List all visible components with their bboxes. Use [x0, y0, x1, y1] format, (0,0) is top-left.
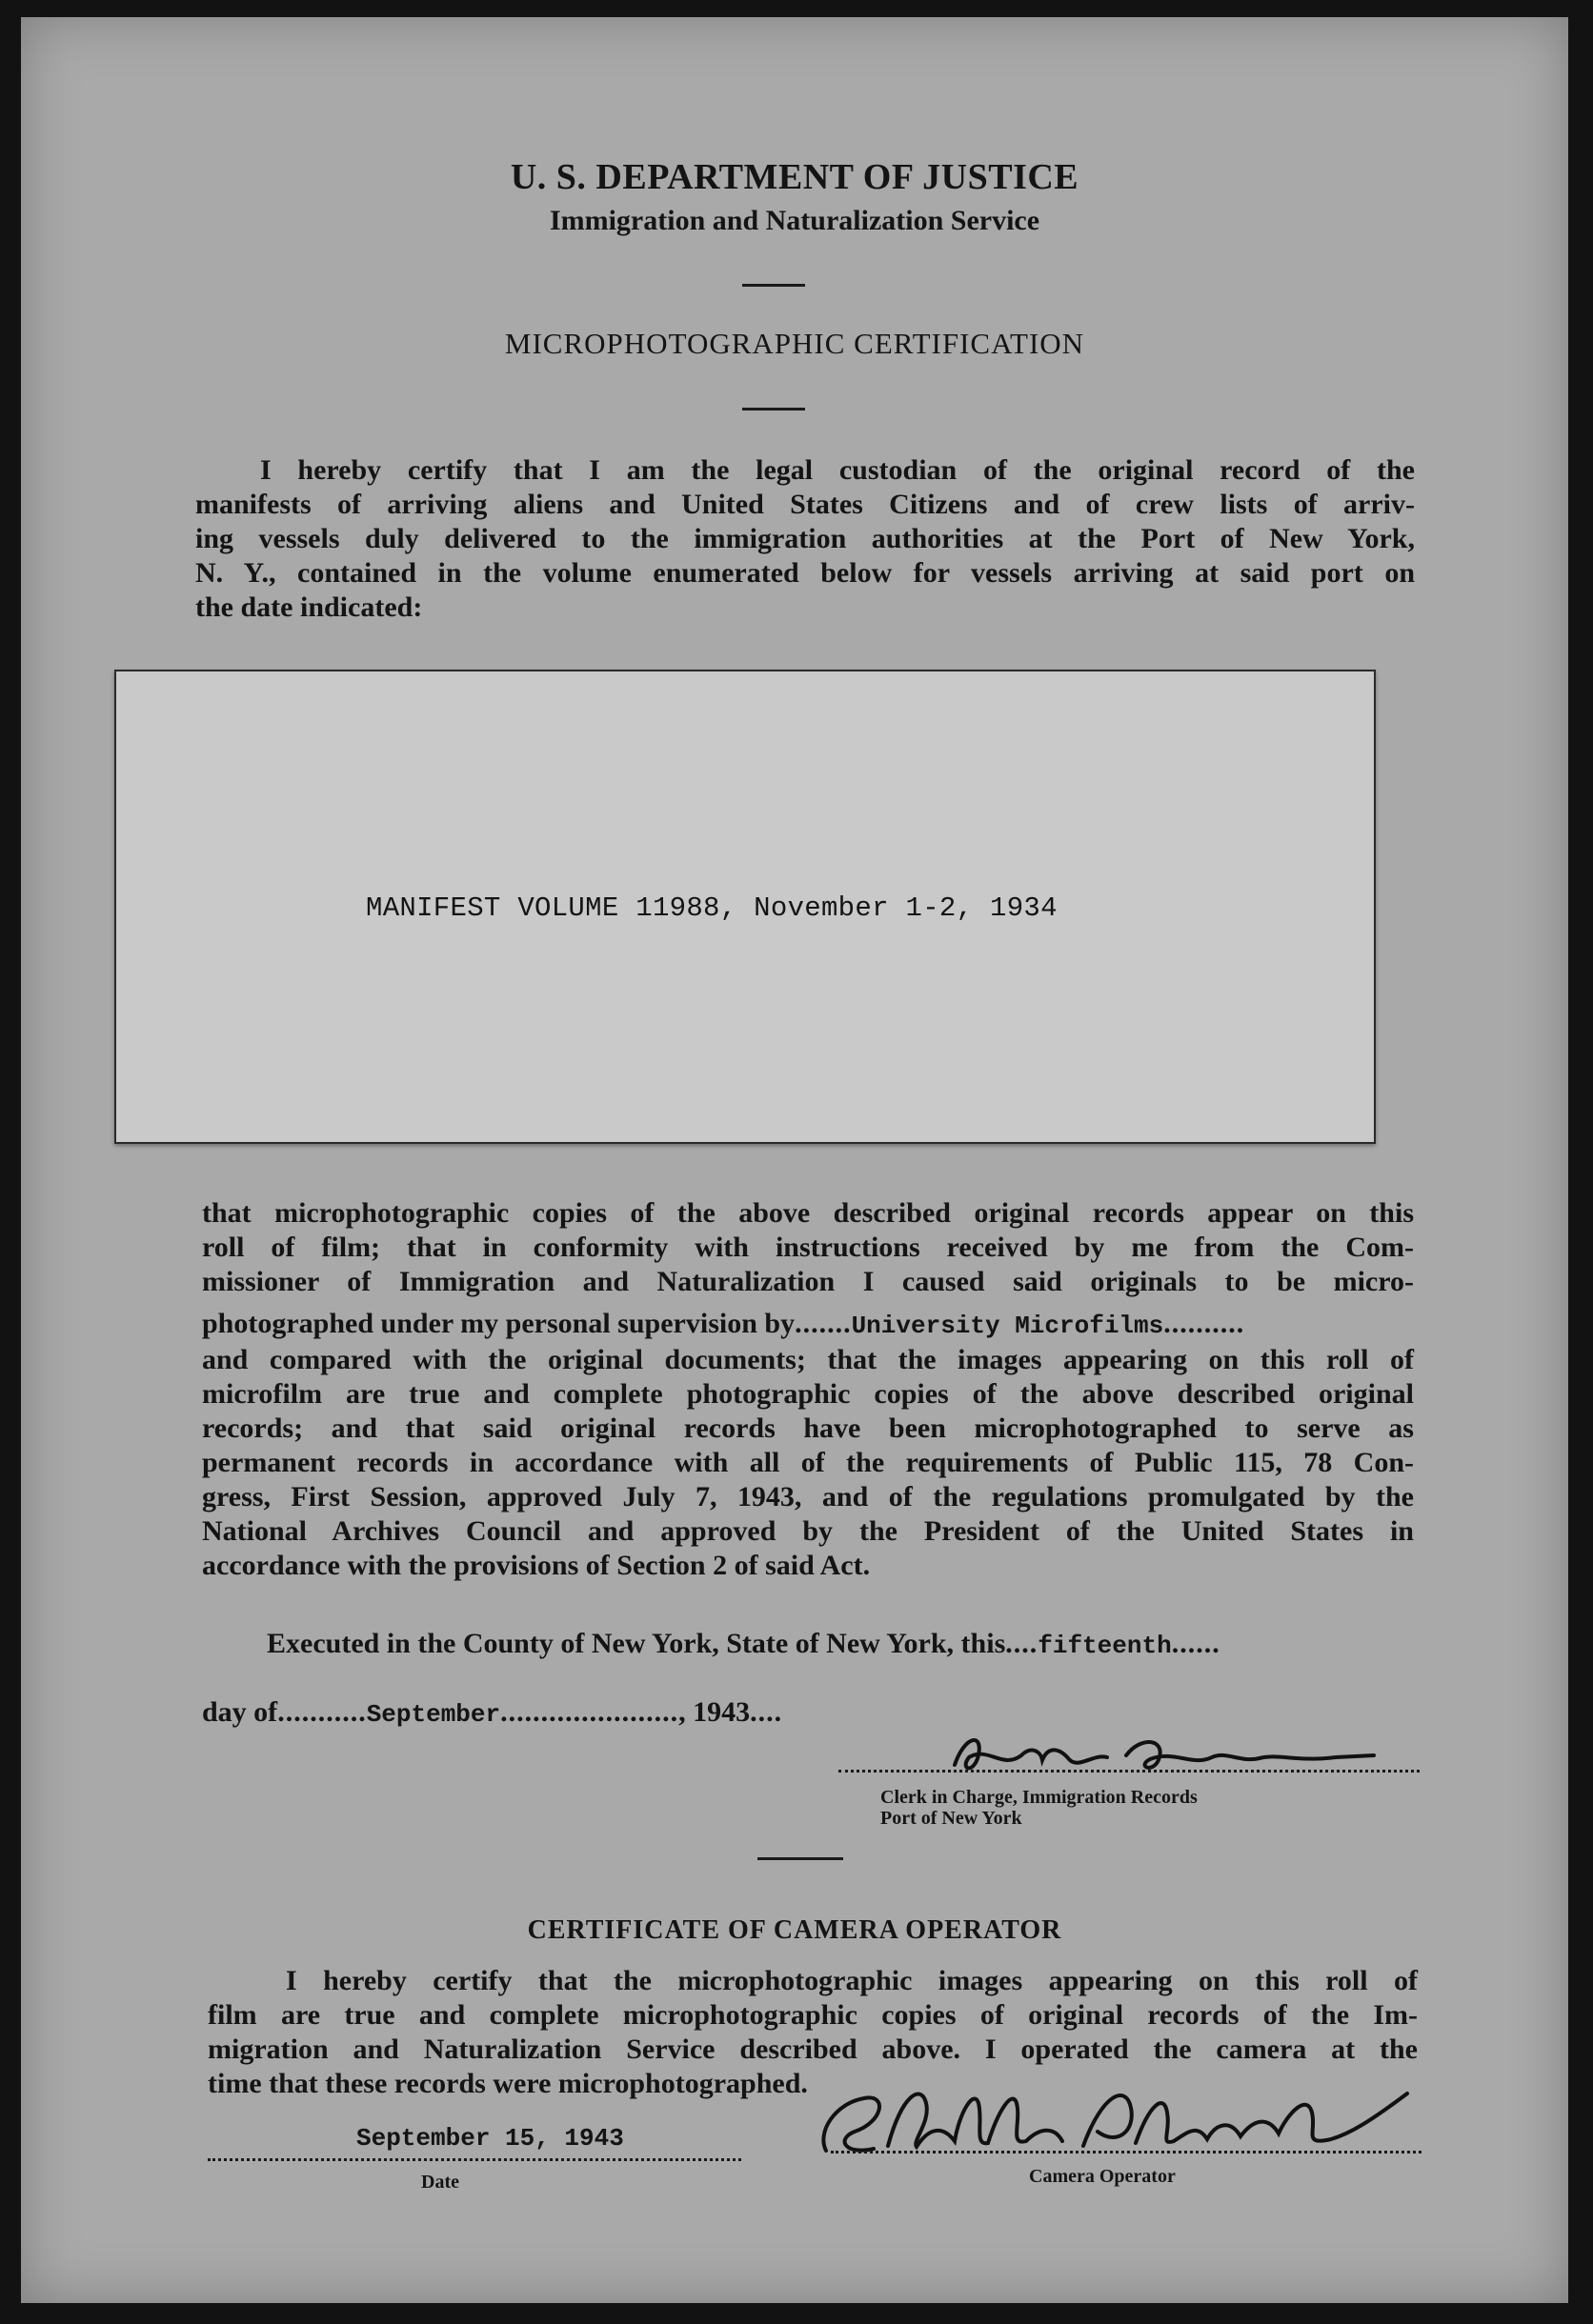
text-line: microfilm are true and complete photographic copies of the above described original — [202, 1378, 1414, 1410]
date-line — [208, 2158, 741, 2161]
supervisor-name: University Microfilms — [851, 1312, 1164, 1340]
clerk-title — [880, 1787, 1198, 1829]
supervision-prefix: photographed under my personal supervision by — [202, 1308, 796, 1339]
date-line: day of...........September......................, 1943.... — [202, 1696, 783, 1729]
executed-prefix: Executed in the County of New York, State of New York, this — [267, 1628, 1006, 1659]
divider — [742, 408, 805, 411]
clerk-signature-line — [838, 1770, 1420, 1773]
certificate-sheet — [21, 17, 1568, 2303]
text-line: records; and that said original records have been microphotographed to serve as — [202, 1412, 1414, 1444]
year-value: , 1943 — [678, 1696, 751, 1728]
clerk-title-line: Clerk in Charge, Immigration Records — [880, 1787, 1198, 1808]
text-line: ing vessels duly delivered to the immigration authorities at the Port of New York, — [195, 523, 1415, 554]
text-line: National Archives Council and approved by the President of the United States in — [202, 1515, 1414, 1547]
operator-date-value: September 15, 1943 — [356, 2124, 624, 2153]
operator-signature-line — [831, 2151, 1422, 2154]
text-line: migration and Naturalization Service described above. I operated the camera at the — [208, 2034, 1418, 2065]
executed-line: Executed in the County of New York, State of New York, this....fifteenth...... — [267, 1628, 1220, 1660]
text-line: manifests of arriving aliens and United States Citizens and of crew lists of arriv- — [195, 489, 1415, 520]
manifest-volume-label: MANIFEST VOLUME 11988, November 1-2, 1934 — [366, 892, 1058, 924]
text-line: accordance with the provisions of Section 2 of said Act. — [202, 1550, 871, 1581]
text-line: that microphotographic copies of the above described original records appear on this — [202, 1197, 1414, 1229]
text-line: I hereby certify that the microphotographic images appearing on this roll of — [286, 1965, 1418, 1996]
text-line: and compared with the original documents; that the images appearing on this roll of — [202, 1344, 1414, 1375]
camera-operator-label: Camera Operator — [1029, 2166, 1176, 2187]
date-label: Date — [421, 2172, 459, 2193]
body-paragraph — [202, 1196, 1414, 1583]
camera-certificate-title: CERTIFICATE OF CAMERA OPERATOR — [527, 1915, 1062, 1945]
text-line: I hereby certify that I am the legal custodian of the original record of the — [260, 454, 1415, 486]
month-value: September — [366, 1700, 501, 1729]
text-line: roll of film; that in conformity with instructions received by me from the Com- — [202, 1232, 1414, 1263]
text-line: permanent records in accordance with all of the requirements of Public 115, 78 Con- — [202, 1447, 1414, 1478]
text-line: missioner of Immigration and Naturalization I caused said originals to be micro- — [202, 1266, 1414, 1297]
day-of-label: day of — [202, 1696, 278, 1728]
volume-label-card — [114, 670, 1376, 1144]
intro-paragraph — [195, 453, 1415, 625]
text-line: gress, First Session, approved July 7, 1943, and of the regulations promulgated by the — [202, 1481, 1414, 1513]
text-line: the date indicated: — [195, 591, 423, 623]
divider — [757, 1857, 843, 1860]
service-subheading: Immigration and Naturalization Service — [549, 205, 1040, 236]
clerk-signature — [936, 1717, 1383, 1793]
certification-title: MICROPHOTOGRAPHIC CERTIFICATION — [504, 327, 1085, 360]
day-value: fifteenth — [1038, 1632, 1172, 1660]
supervision-line: photographed under my personal supervision by.......University Microfilms.......... — [202, 1308, 1245, 1340]
text-line: film are true and complete microphotographic copies of original records of the Im- — [208, 1999, 1418, 2031]
clerk-title-line: Port of New York — [880, 1808, 1022, 1829]
text-line: time that these records were microphotographed. — [208, 2068, 808, 2099]
divider — [742, 284, 805, 287]
camera-operator-signature — [797, 2065, 1426, 2170]
department-heading: U. S. DEPARTMENT OF JUSTICE — [510, 157, 1079, 197]
text-line: N. Y., contained in the volume enumerated below for vessels arriving at said port on — [195, 557, 1415, 589]
